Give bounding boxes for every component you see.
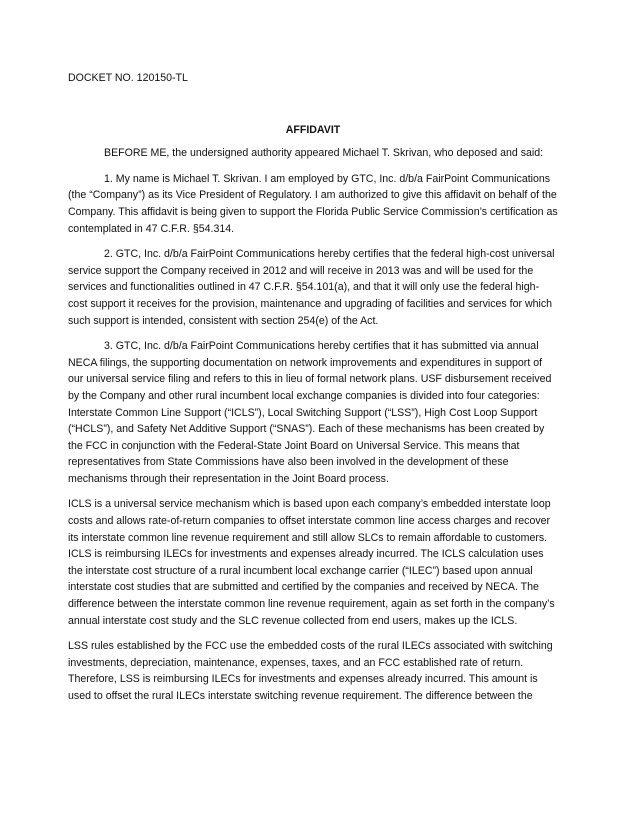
paragraph-lss: LSS rules established by the FCC use the embedded costs of the rural ILECs associated with switching investments, depreciation, maintenance, expenses, taxes, and an FCC established rate of return. Therefore, LSS is reimbursing ILECs for investments and expenses already incurred. This amount is used to offset the rural ILECs interstate switching revenue requirement. The difference between the — [68, 640, 553, 702]
paragraph-1: 1. My name is Michael T. Skrivan. I am employed by GTC, Inc. d/b/a FairPoint Communications (the “Company”) as its Vice President of Regulatory. I am authorized to give this affidavit on behalf of the Company. This affidavit is being given to support the Florida Public Service Commission’s certification as contemplated in 47 C.F.R. §54.314. — [68, 172, 558, 235]
docket-number: DOCKET NO. 120150-TL — [68, 72, 188, 84]
intro-paragraph: BEFORE ME, the undersigned authority appeared Michael T. Skrivan, who deposed and said: — [104, 147, 544, 160]
paragraph-3: 3. GTC, Inc. d/b/a FairPoint Communications hereby certifies that it has submitted via annual NECA filings, the supporting documentation on network improvements and expenditures in support of our universal service filing and refers to this in lieu of formal network plans. USF disbursement received by the Company and other rural incumbent local exchange companies is divided into four categories: Interstate Common Line Support (“ICLS”), Local Switching Support (“LSS”), High Cost Loop Support (“HCLS”), and Safety Net Additive Support (“SNAS”). Each of these mechanisms has been created by the FCC in conjunction with the Federal-State Joint Board on Universal Service. This means that representatives from State Commissions have also been involved in the development of these mechanisms through their representation in the Joint Board process. — [68, 340, 552, 485]
document-title: AFFIDAVIT — [285, 123, 341, 136]
document-body — [68, 70, 558, 705]
paragraph-2: 2. GTC, Inc. d/b/a FairPoint Communications hereby certifies that the federal high-cost universal service support the Company received in 2012 and will receive in 2013 was and will be used for the services and functionalities outlined in 47 C.F.R. §54.101(a), and that it will only use the federal high-cost support it receives for the provision, maintenance and upgrading of facilities and services for which such support is intended, consistent with section 254(e) of the Act. — [68, 248, 555, 327]
paragraph-icls: ICLS is a universal service mechanism which is based upon each company’s embedded interstate loop costs and allows rate-of-return companies to offset interstate common line access charges and recover its interstate common line revenue requirement and still allow SLCs to remain affordable to customers. ICLS is reimbursing ILECs for investments and expenses already incurred. The ICLS calculation uses the interstate cost structure of a rural incumbent local exchange carrier (“ILEC”) based upon annual interstate cost studies that are submitted and certified by the companies and received by NECA. The difference between the interstate common line revenue requirement, again as set forth in the company’s annual interstate cost study and the SLC revenue collected from end users, makes up the ICLS. — [68, 498, 555, 627]
